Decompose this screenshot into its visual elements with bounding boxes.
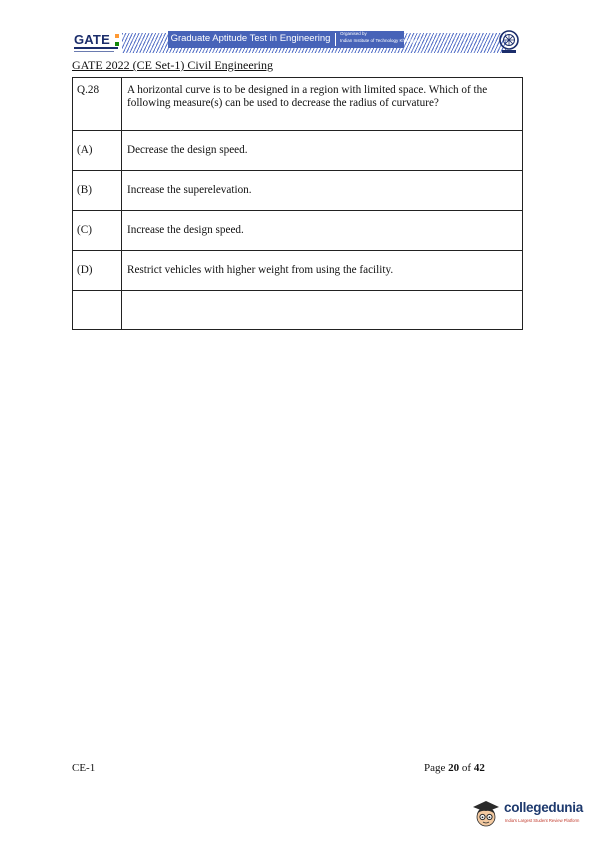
option-label: (C): [73, 211, 122, 251]
question-text: A horizontal curve is to be designed in a region with limited space. Which of the following measure(s) can be used to decrease the radius of curvature?: [122, 78, 523, 131]
question-table: [72, 77, 523, 330]
option-row-c: [73, 211, 523, 251]
logo-underline-2: [74, 51, 114, 52]
organizer-label: Organised by: [340, 31, 367, 36]
page-prefix: Page: [424, 762, 446, 774]
gate-logo-text: GATE: [74, 32, 110, 47]
option-text: Decrease the design speed.: [122, 131, 523, 171]
paper-code: CE-1: [72, 762, 96, 774]
question-row: [73, 78, 523, 131]
page-total: 42: [473, 762, 485, 774]
option-row-b: [73, 171, 523, 211]
logo-underline: [74, 47, 118, 49]
question-number: Q.28: [73, 78, 122, 131]
empty-row: [73, 291, 523, 330]
header-banner: [70, 29, 518, 57]
empty-cell: [122, 291, 523, 330]
exam-title-text: GATE 2022 (CE Set-1) Civil Engineering: [72, 58, 273, 72]
flag-icon: [115, 34, 119, 46]
collegedunia-logo: [470, 796, 585, 832]
gate-logo: [70, 29, 122, 57]
organizer-name: Indian Institute of Technology Kharagpur: [340, 38, 421, 43]
banner-title: Graduate Aptitude Test in Engineering: [170, 33, 331, 44]
empty-cell: [73, 291, 122, 330]
option-label: (A): [73, 131, 122, 171]
option-label: (B): [73, 171, 122, 211]
option-label: (D): [73, 251, 122, 291]
exam-title: [72, 59, 273, 72]
iit-emblem-icon: [498, 29, 520, 55]
brand-tagline: India's Largest Student Review Platform: [505, 818, 580, 823]
page-number: [424, 762, 485, 774]
page-current: 20: [448, 762, 460, 774]
option-row-d: [73, 251, 523, 291]
option-text: Increase the superelevation.: [122, 171, 523, 211]
page-of: of: [461, 762, 472, 774]
brand-name: collegedunia: [504, 800, 583, 815]
option-text: Increase the design speed.: [122, 211, 523, 251]
option-text: Restrict vehicles with higher weight from using the facility.: [122, 251, 523, 291]
option-row-a: [73, 131, 523, 171]
banner-separator: [335, 33, 336, 46]
mascot-icon: [470, 798, 502, 830]
banner-band: [168, 31, 421, 48]
